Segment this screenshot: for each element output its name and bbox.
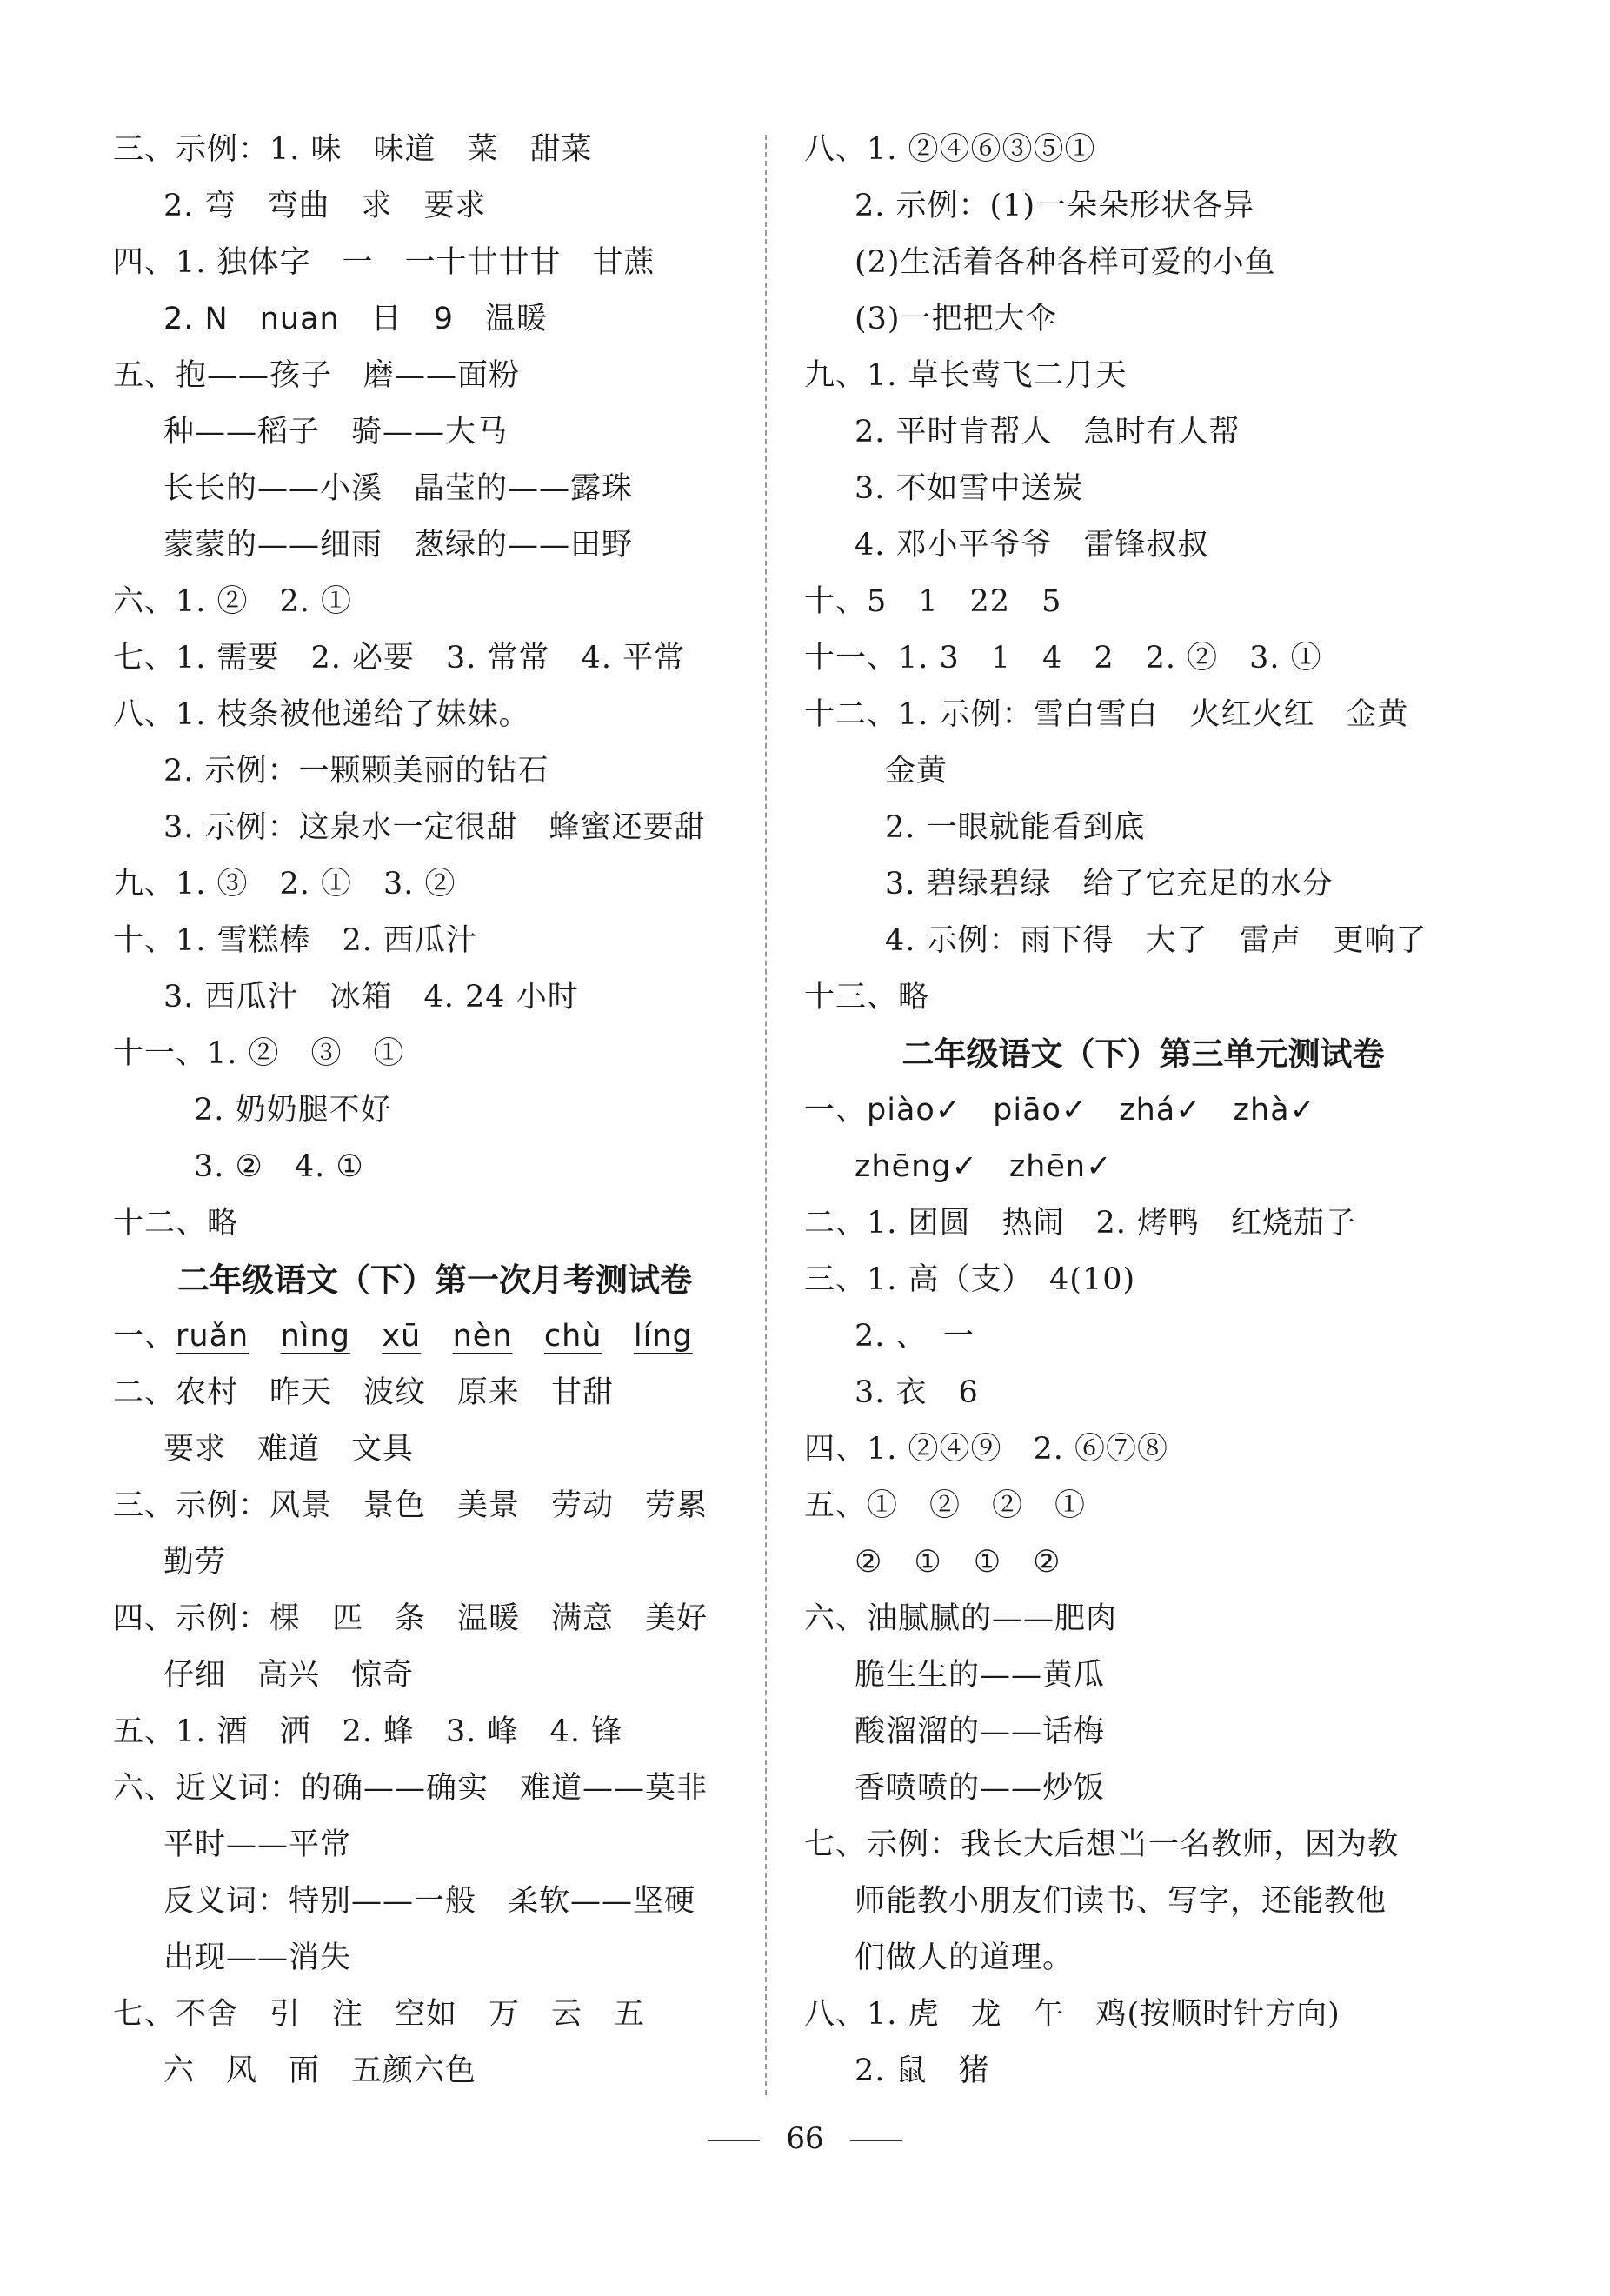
answer-line: 金黄 xyxy=(885,754,948,789)
footer-dash-right xyxy=(850,2140,902,2141)
pinyin-answer: ruǎn xyxy=(176,1319,249,1354)
answer-line: 五、抱——孩子 磨——面粉 xyxy=(113,358,521,393)
answer-line: 脆生生的——黄瓜 xyxy=(855,1658,1106,1693)
pinyin-prefix: 一、 xyxy=(113,1319,176,1354)
answer-line: 长长的——小溪 晶莹的——露珠 xyxy=(163,471,634,506)
answer-line: 3. 衣 6 xyxy=(855,1375,979,1410)
answer-line: 2. 弯 弯曲 求 要求 xyxy=(163,189,487,223)
page-footer xyxy=(0,2113,1610,2165)
answer-line: 四、1. 独体字 一 一十廿廿甘 甘蔗 xyxy=(113,245,655,280)
answer-line: 十三、略 xyxy=(804,980,930,1015)
page-number: 66 xyxy=(786,2121,824,2156)
answer-line: (3)一把把大伞 xyxy=(855,302,1057,336)
answer-line: 八、1. 虎 龙 午 鸡(按顺时针方向) xyxy=(804,1997,1341,2032)
answer-line: 六、油腻腻的——肥肉 xyxy=(804,1601,1118,1636)
answer-line: 3. 西瓜汁 冰箱 4. 24 小时 xyxy=(163,980,579,1015)
column-divider xyxy=(765,135,767,2095)
section-title: 二年级语文（下）第一次月考测试卷 xyxy=(177,1261,692,1299)
pinyin-answer: líng xyxy=(633,1319,693,1354)
answer-line: 们做人的道理。 xyxy=(855,1940,1074,1975)
answer-line: 十二、略 xyxy=(113,1206,239,1241)
answer-line: 勤劳 xyxy=(163,1545,227,1580)
answer-line: 二、1. 团圆 热闹 2. 烤鸭 红烧茄子 xyxy=(804,1206,1357,1241)
answer-line: 2. 奶奶腿不好 xyxy=(194,1093,392,1128)
section-title: 二年级语文（下）第三单元测试卷 xyxy=(901,1035,1385,1073)
answer-line: 二、农村 昨天 波纹 原来 甘甜 xyxy=(113,1375,615,1410)
answer-line: 十一、1. 3 1 4 2 2. ② 3. ① xyxy=(804,641,1322,675)
answer-line: 3. 示例：这泉水一定很甜 蜂蜜还要甜 xyxy=(163,810,706,845)
answer-line: ② ① ① ② xyxy=(855,1545,1061,1580)
answer-line: 要求 难道 文具 xyxy=(163,1432,415,1467)
pinyin-answer: xū xyxy=(382,1319,422,1354)
answer-line: 2. 示例：一颗颗美丽的钻石 xyxy=(163,754,549,789)
left-column xyxy=(113,122,756,2100)
answer-line: 2. 鼠 猪 xyxy=(855,2053,990,2088)
answer-line: 九、1. ③ 2. ① 3. ② xyxy=(113,867,456,902)
answer-line: (2)生活着各种各样可爱的小鱼 xyxy=(855,245,1276,280)
answer-line: 仔细 高兴 惊奇 xyxy=(163,1658,415,1693)
answer-line: 七、1. 需要 2. 必要 3. 常常 4. 平常 xyxy=(113,641,686,675)
answer-line: 三、示例：风景 景色 美景 劳动 劳累 xyxy=(113,1488,709,1523)
pinyin-answer: chù xyxy=(543,1319,602,1354)
answer-line: 蒙蒙的——细雨 葱绿的——田野 xyxy=(163,528,634,562)
answer-line: 七、不舍 引 注 空如 万 云 五 xyxy=(113,1997,646,2032)
answer-line: 2. 、 一 xyxy=(855,1319,975,1354)
answer-line: zhēng✓ zhēn✓ xyxy=(855,1149,1113,1184)
answer-line: 3. 不如雪中送炭 xyxy=(855,471,1084,506)
pinyin-line xyxy=(113,1308,756,1365)
answer-line: 平时——平常 xyxy=(163,1827,352,1862)
answer-line: 3. 碧绿碧绿 给了它充足的水分 xyxy=(885,867,1334,902)
answer-line: 2. 一眼就能看到底 xyxy=(885,810,1146,845)
answer-line: 3. ② 4. ① xyxy=(194,1149,364,1184)
answer-line: 十一、1. ② ③ ① xyxy=(113,1036,405,1071)
answer-line: 六、1. ② 2. ① xyxy=(113,584,353,619)
answer-line: 三、1. 高（支） 4(10) xyxy=(804,1262,1136,1297)
answer-line: 反义词：特别——一般 柔软——坚硬 xyxy=(163,1884,696,1919)
answer-line: 五、① ② ② ① xyxy=(804,1488,1087,1523)
answer-line: 2. 示例：(1)一朵朵形状各异 xyxy=(855,189,1255,223)
answer-line: 八、1. 枝条被他递给了妹妹。 xyxy=(113,697,530,732)
answer-line: 六 风 面 五颜六色 xyxy=(163,2053,477,2088)
answer-line: 十、5 1 22 5 xyxy=(804,584,1062,619)
answer-line: 出现——消失 xyxy=(163,1940,352,1975)
answer-line: 五、1. 酒 洒 2. 蜂 3. 峰 4. 锋 xyxy=(113,1714,623,1749)
right-column xyxy=(804,122,1482,2100)
answer-line: 一、piào✓ piāo✓ zhá✓ zhà✓ xyxy=(804,1093,1316,1128)
answer-line: 师能教小朋友们读书、写字，还能教他 xyxy=(855,1884,1387,1919)
answer-line: 2. 平时肯帮人 急时有人帮 xyxy=(855,415,1241,449)
answer-line: 四、示例：棵 匹 条 温暖 满意 美好 xyxy=(113,1601,709,1636)
answer-line: 三、示例：1. 味 味道 菜 甜菜 xyxy=(113,132,593,167)
answer-line: 六、近义词：的确——确实 难道——莫非 xyxy=(113,1771,709,1806)
answer-line: 十二、1. 示例：雪白雪白 火红火红 金黄 xyxy=(804,697,1409,732)
answer-line: 香喷喷的——炒饭 xyxy=(855,1771,1106,1806)
answer-line: 七、示例：我长大后想当一名教师，因为教 xyxy=(804,1827,1400,1862)
pinyin-answer: nìng xyxy=(280,1319,350,1354)
answer-line: 酸溜溜的——话梅 xyxy=(855,1714,1106,1749)
answer-line: 4. 邓小平爷爷 雷锋叔叔 xyxy=(855,528,1209,562)
answer-line: 八、1. ②④⑥③⑤① xyxy=(804,132,1096,167)
pinyin-answer: nèn xyxy=(452,1319,513,1354)
answer-line: 2. N nuan 日 9 温暖 xyxy=(163,302,548,336)
answer-line: 四、1. ②④⑨ 2. ⑥⑦⑧ xyxy=(804,1432,1169,1467)
answer-line: 九、1. 草长莺飞二月天 xyxy=(804,358,1128,393)
footer-dash-left xyxy=(708,2140,760,2141)
answer-line: 种——稻子 骑——大马 xyxy=(163,415,509,449)
answer-line: 4. 示例：雨下得 大了 雷声 更响了 xyxy=(885,923,1427,958)
answer-line: 十、1. 雪糕棒 2. 西瓜汁 xyxy=(113,923,478,958)
